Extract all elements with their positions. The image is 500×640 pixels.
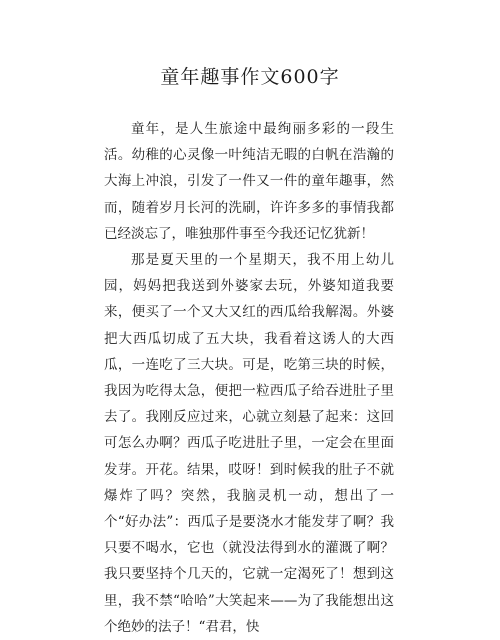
- document-title: 童年趣事作文600字: [160, 66, 340, 88]
- paragraph-2: 那是夏天里的一个星期天，我不用上幼儿园，妈妈把我送到外婆家去玩，外婆知道我要来，便买了一个又大又红的西瓜给我解渴。外婆把大西瓜切成了五大块，我看着这诱人的大西瓜，一连吃了三大块。可是，吃第三块的时候，我因为吃得太急，便把一粒西瓜子给吞进肚子里去了。我刚反应过来，心就立刻悬了起来：这回可怎么办啊？西瓜子吃进肚子里，一定会在里面发芽。开花。结果，哎呀！到时候我的肚子不就爆炸了吗？突然，我脑灵机一动，想出了一个“好办法”：西瓜子是要浇水才能发芽了啊？我只要不喝水，它也（就没法得到水的灌溉了啊？我只要坚持个几天的，它就一定渴死了！想到这里，我不禁“哈哈”大笑起来——为了我能想出这个绝妙的法子！“君君，快: [104, 252, 394, 635]
- paragraph-1: 童年，是人生旅途中最绚丽多彩的一段生活。幼稚的心灵像一叶纯洁无暇的白帆在浩瀚的大海上冲浪，引发了一件又一件的童年趣事，然而，随着岁月长河的洗刷，许许多多的事情我都已经淡忘了，唯独那件事至今我还记忆犹新！: [104, 121, 394, 242]
- document-body: [104, 116, 394, 640]
